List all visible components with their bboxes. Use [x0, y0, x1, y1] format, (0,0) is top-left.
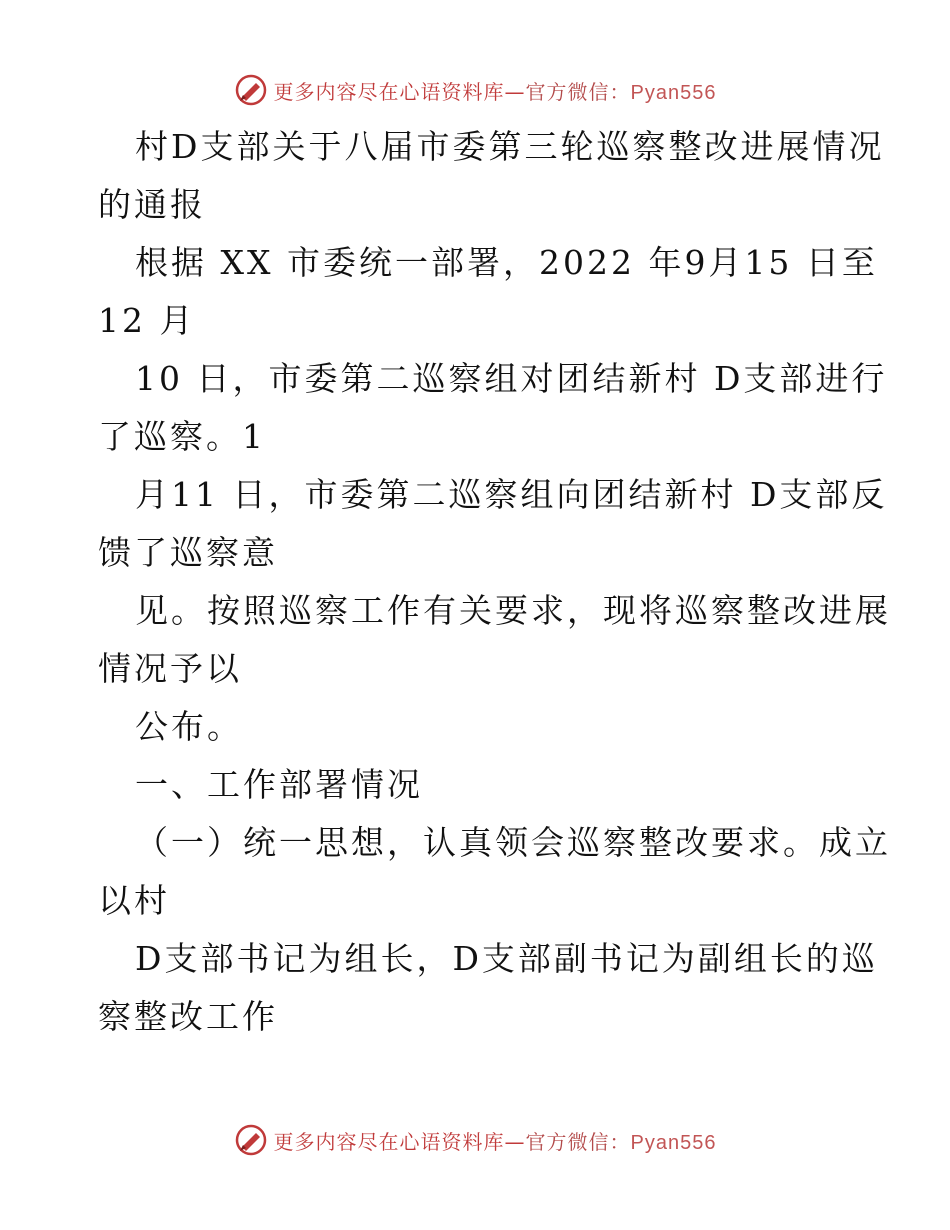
paragraph-line: 月11 日，市委第二巡察组向团结新村 D支部反: [135, 475, 888, 514]
paragraph-line: D支部书记为组长，D支部副书记为副组长的巡: [135, 939, 878, 978]
watermark-label: 官方微信：: [525, 1129, 631, 1154]
section-heading: 一、工作部署情况: [135, 765, 423, 804]
subsection-line: （一）统一思想，认真领会巡察整改要求。成立: [135, 823, 891, 862]
paragraph-line: 根据 XX 市委统一部署，2022 年9月15 日至: [135, 243, 878, 282]
watermark-dash: —: [504, 79, 526, 104]
paragraph-line: 察整改工作: [98, 997, 278, 1036]
pen-logo-icon: [234, 73, 268, 107]
paragraph-line: 公布。: [135, 707, 243, 746]
document-title-line-1: 村D支部关于八届市委第三轮巡察整改进展情况: [135, 127, 885, 166]
watermark-main-text: 更多内容尽在心语资料库: [273, 79, 505, 104]
watermark-wechat-id: Pyan556: [630, 81, 717, 104]
watermark-main-text: 更多内容尽在心语资料库: [273, 1129, 505, 1154]
footer-watermark: [0, 1120, 950, 1160]
watermark-text: [274, 76, 717, 105]
watermark-label: 官方微信：: [525, 79, 631, 104]
pen-logo-icon: [234, 1123, 268, 1157]
paragraph-line: 12 月: [98, 301, 196, 340]
paragraph-line: 了巡察。1: [98, 417, 266, 456]
watermark-wechat-id: Pyan556: [630, 1131, 717, 1154]
paragraph-line: 情况予以: [98, 649, 242, 688]
watermark-text: [274, 1126, 717, 1155]
paragraph-line: 10 日，市委第二巡察组对团结新村 D支部进行: [135, 359, 888, 398]
paragraph-line: 馈了巡察意: [98, 533, 278, 572]
watermark-dash: —: [504, 1129, 526, 1154]
subsection-line: 以村: [98, 881, 170, 920]
document-title-line-2: 的通报: [98, 185, 206, 224]
document-body: [98, 118, 891, 1046]
paragraph-line: 见。按照巡察工作有关要求，现将巡察整改进展: [135, 591, 891, 630]
header-watermark: [0, 70, 950, 110]
